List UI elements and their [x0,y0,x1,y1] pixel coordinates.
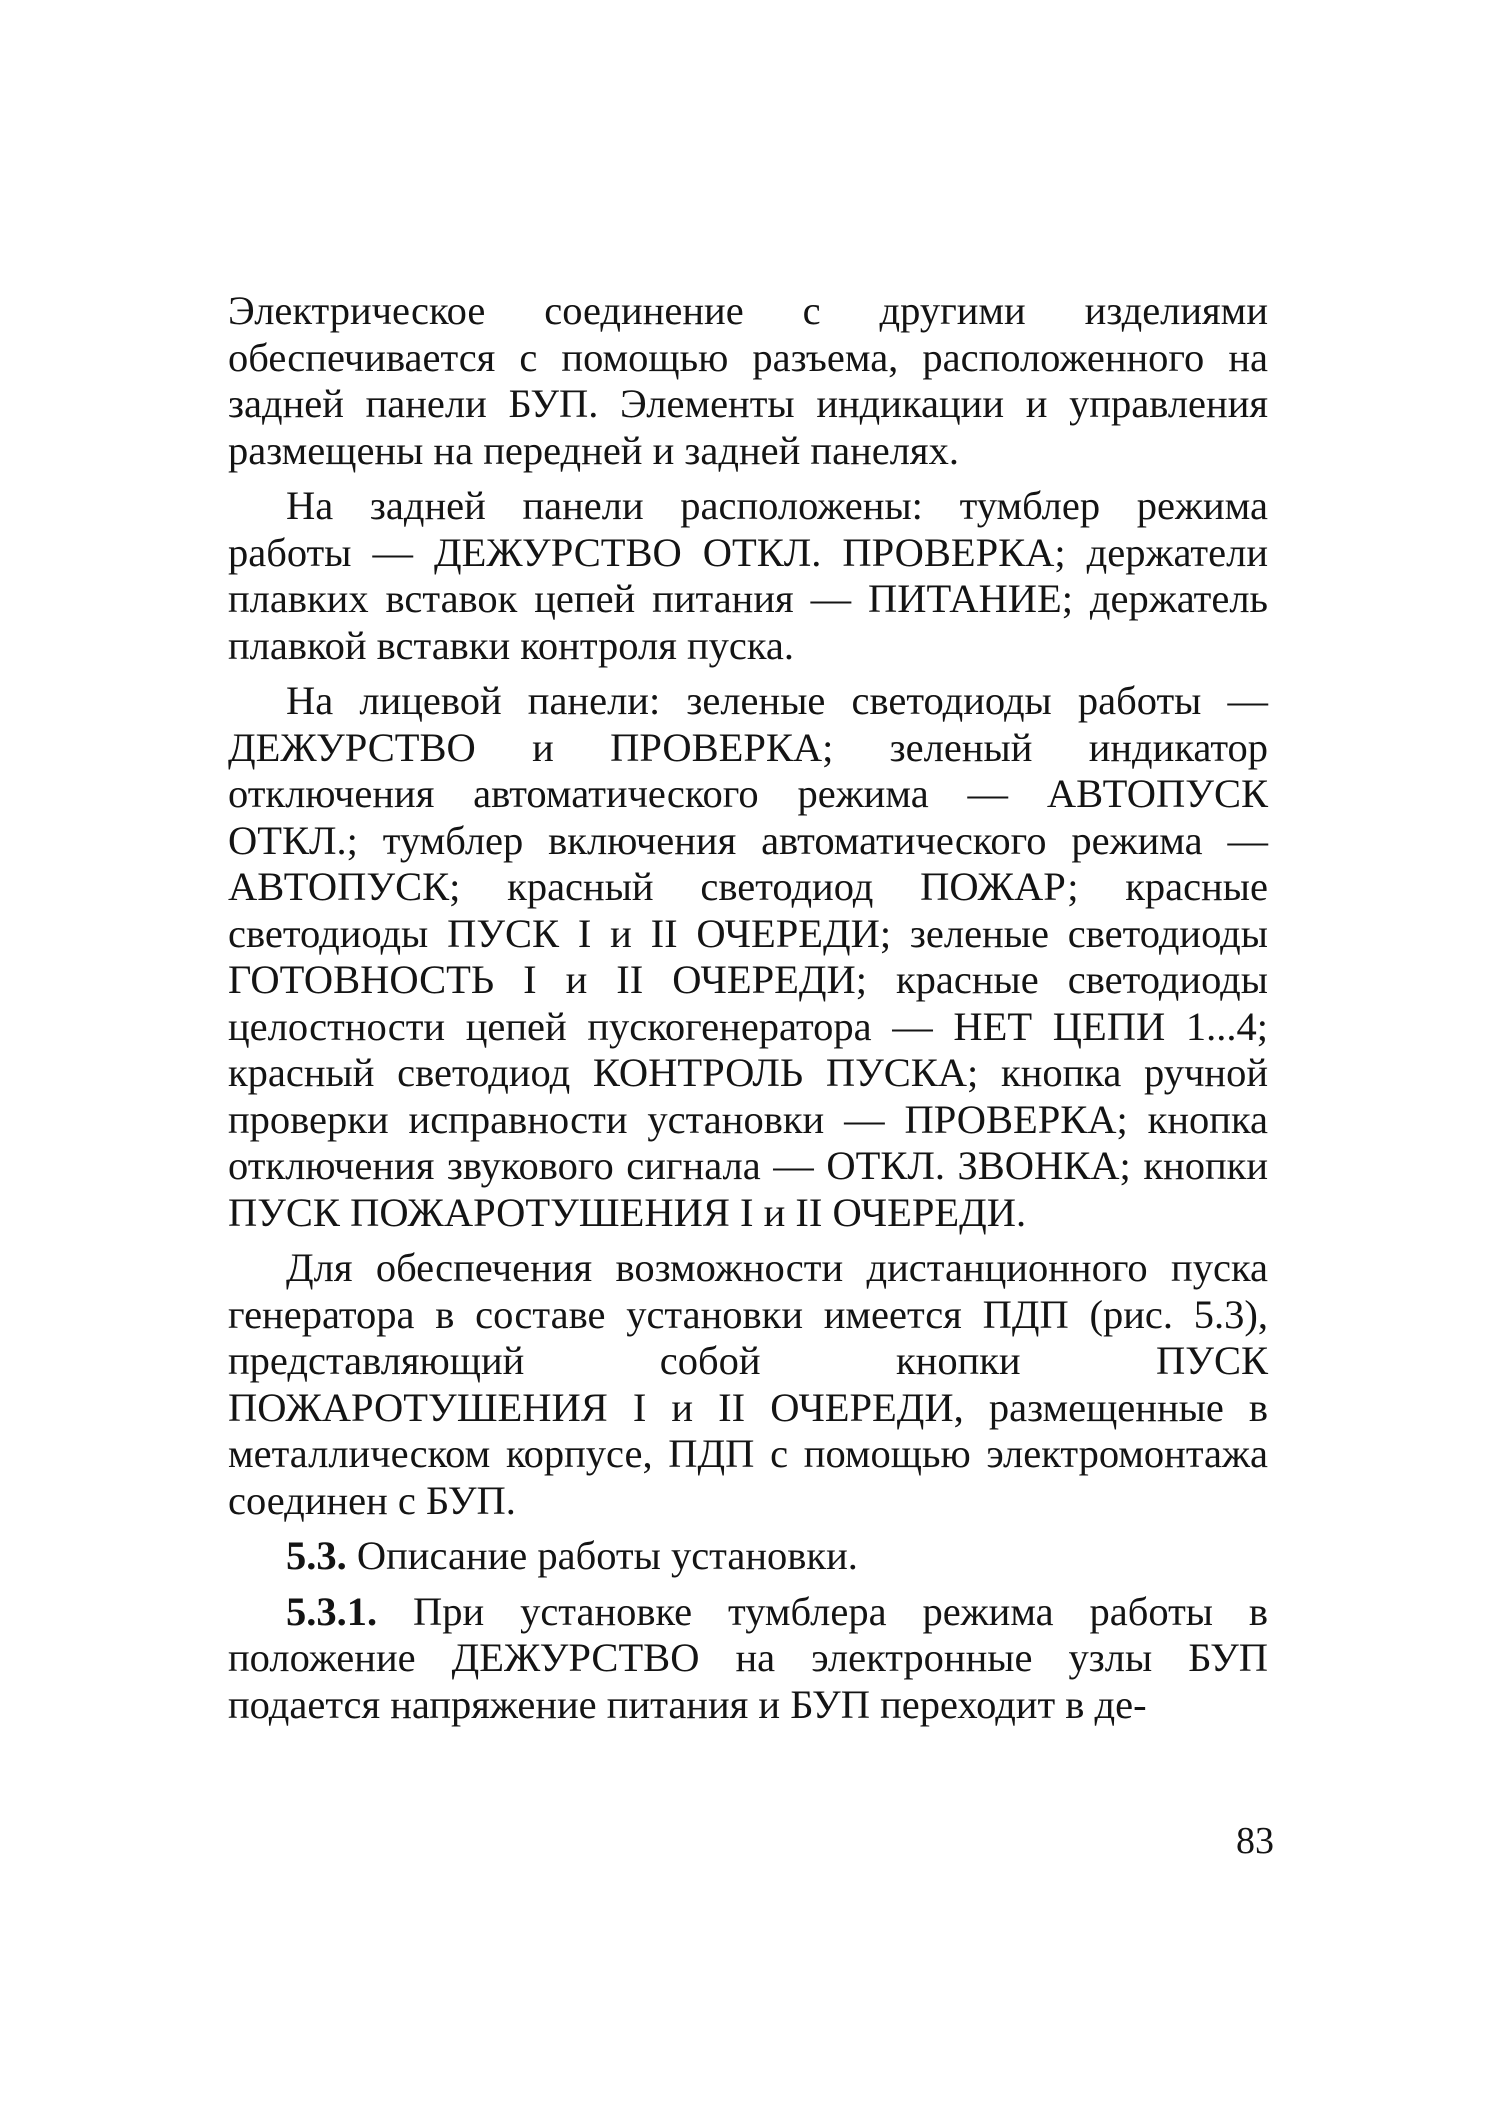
page-number: 83 [1236,1820,1274,1862]
paragraph-remote-start: Для обеспечения возможности дистанционного пуска генератора в составе установки имеется ПДП (рис. 5.3), представляющий собой кнопки ПУСК ПОЖАРОТУШЕНИЯ I и II ОЧЕРЕДИ, размещенные в металлическом корпусе, ПДП с помощью электромонтажа соединен с БУП. [228,1245,1268,1523]
paragraph-front-panel: На лицевой панели: зеленые светодиоды работы — ДЕЖУРСТВО и ПРОВЕРКА; зеленый индикатор отключения автоматического режима — АВТОПУСК ОТКЛ.; тумблер включения автоматического режима — АВТОПУСК; красный светодиод ПОЖАР; красные светодиоды ПУСК I и II ОЧЕРЕДИ; зеленые светодиоды ГОТОВНОСТЬ I и II ОЧЕРЕДИ; красные светодиоды целостности цепей пускогенератора — НЕТ ЦЕПИ 1...4; красный светодиод КОНТРОЛЬ ПУСКА; кнопка ручной проверки исправности установки — ПРОВЕРКА; кнопка отключения звукового сигнала — ОТКЛ. ЗВОНКА; кнопки ПУСК ПОЖАРОТУШЕНИЯ I и II ОЧЕРЕДИ. [228,678,1268,1235]
subsection-text: При установке тумблера режима работы в положение ДЕЖУРСТВО на электронные узлы БУП подается напряжение питания и БУП переходит в де- [228,1588,1268,1727]
section-heading-5-3 [228,1533,1268,1580]
paragraph-rear-panel: На задней панели расположены: тумблер режима работы — ДЕЖУРСТВО ОТКЛ. ПРОВЕРКА; держатели плавких вставок цепей питания — ПИТАНИЕ; держатель плавкой вставки контроля пуска. [228,483,1268,668]
section-title: Описание работы установки. [356,1533,858,1578]
body-text [228,288,1268,1737]
section-number: 5.3. [286,1533,347,1578]
paragraph-connection: Электрическое соединение с другими изделиями обеспечивается с помощью разъема, расположенного на задней панели БУП. Элементы индикации и управления размещены на передней и задней панелях. [228,288,1268,473]
subsection-number: 5.3.1. [286,1588,378,1634]
subsection-5-3-1 [228,1589,1268,1729]
